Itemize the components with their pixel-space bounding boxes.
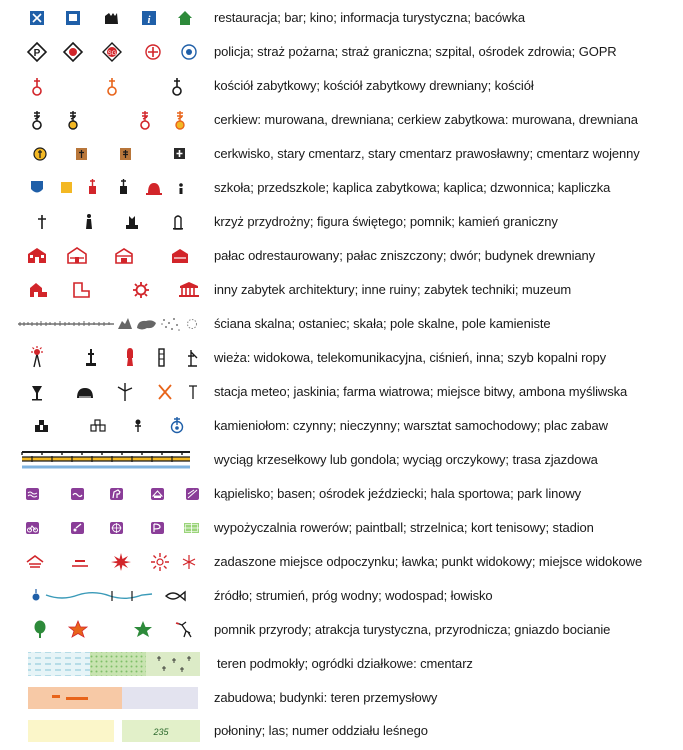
hunting-stand-icon (189, 386, 197, 399)
car-workshop-icon (135, 420, 141, 433)
fire-station-icon (64, 43, 82, 61)
legend-row (0, 207, 683, 237)
svg-text:P: P (33, 48, 41, 59)
legend-row-label: zabudowa; budynki: teren przemysłowy (214, 690, 438, 705)
legend-symbols (14, 37, 200, 67)
svg-text:SG: SG (107, 51, 117, 57)
legend-row (0, 615, 683, 645)
wind-farm-icon (118, 383, 132, 401)
ruined-palace-icon (68, 248, 86, 263)
historic-wooden-church-icon (108, 78, 116, 95)
bell-tower-icon (146, 183, 162, 195)
legend-row (0, 513, 683, 543)
bike-rental-icon (26, 522, 39, 534)
legend-row (0, 37, 683, 67)
legend-row (0, 479, 683, 509)
kindergarten-icon (61, 182, 72, 193)
legend-symbols (14, 479, 200, 509)
small-shrine-icon (179, 183, 183, 194)
legend-row (0, 173, 683, 203)
legend-row (0, 139, 683, 169)
legend-row (0, 71, 683, 101)
stadium-icon (184, 523, 199, 533)
cemetery-area-swatch (146, 652, 200, 676)
old-cemetery-icon (76, 148, 87, 160)
cave-icon (77, 388, 93, 398)
legend-row-label: inny zabytek architektury; inne ruiny; zabytek techniki; muzeum (214, 282, 572, 297)
legend-row (0, 445, 683, 475)
historic-orthodox-church-masonry-icon (141, 111, 149, 129)
stork-nest-icon (176, 622, 191, 637)
legend-row-label: pomnik przyrody; atrakcja turystyczna, przyrodnicza; gniazdo bocianie (214, 622, 611, 637)
bench-icon (72, 561, 88, 566)
legend-row (0, 649, 683, 679)
wetland-area-swatch (28, 652, 90, 676)
legend-row (0, 343, 683, 373)
legend-row-label: wieża: widokowa, telekomunikacyjna, ciśnień, inna; szyb kopalni ropy (214, 350, 607, 365)
wooden-building-icon (172, 249, 188, 263)
legend-row (0, 3, 683, 33)
legend-symbols (14, 3, 200, 33)
border-guard-icon (103, 43, 121, 61)
weather-station-icon (32, 386, 42, 401)
legend-symbols (14, 445, 200, 475)
manor-icon (116, 249, 132, 263)
legend-row (0, 547, 683, 577)
orthodox-church-wooden-icon (69, 111, 77, 129)
legend-row-label: kamieniołom: czynny; nieczynny; warsztat samochodowy; plac zabaw (214, 418, 608, 433)
legend-row (0, 241, 683, 271)
boundary-stone-icon (173, 216, 183, 230)
swimming-pool-icon (71, 488, 84, 500)
nature-attraction-icon (134, 621, 152, 637)
legend-row-label: wyciąg krzesełkowy lub gondola; wyciąg orczykowy; trasa zjazdowa (214, 452, 598, 467)
legend-symbols (14, 581, 200, 611)
fishery-icon (166, 592, 185, 600)
legend-row (0, 581, 683, 611)
battlefield-icon (159, 385, 171, 399)
observation-tower-icon (31, 346, 43, 367)
stream-line-icon (46, 591, 152, 601)
rock-outlier-icon (118, 318, 132, 329)
police-icon (28, 43, 46, 61)
museum-icon (179, 282, 199, 297)
scenic-spot-icon (151, 553, 169, 571)
restored-palace-icon (28, 248, 46, 263)
legend-row (0, 105, 683, 135)
built-up-area-swatch (28, 687, 122, 709)
legend-row-label: źródło; strumień, próg wodny; wodospad; łowisko (214, 588, 493, 603)
forest-unit-number: 235 (153, 727, 169, 737)
gopr-icon (182, 45, 196, 59)
historic-church-icon (33, 78, 41, 95)
scenic-spot-secondary-icon (183, 555, 195, 569)
legend-row (0, 377, 683, 407)
legend-symbols (14, 139, 200, 169)
war-cemetery-icon (174, 148, 185, 159)
mountain-meadow-swatch (28, 720, 114, 742)
historic-chapel-icon (89, 179, 96, 194)
rope-park-icon (186, 488, 199, 500)
shelter-icon (27, 556, 43, 567)
oil-well-icon (188, 350, 197, 366)
ruins-icon (74, 283, 89, 297)
legend-row-label: ściana skalna; ostaniec; skała; pole skalne, pole kamieniste (214, 316, 551, 331)
bar-icon (66, 11, 80, 25)
old-orthodox-cemetery-icon (120, 148, 131, 160)
rock-field-icon (161, 318, 196, 331)
legend-symbols (14, 275, 200, 305)
legend-symbols (14, 615, 200, 645)
legend-row-label: stacja meteo; jaskinia; farma wiatrowa; miejsce bitwy, ambona myśliwska (214, 384, 628, 399)
technical-monument-icon (133, 282, 149, 298)
legend-row-label: restauracja; bar; kino; informacja turystyczna; bacówka (214, 10, 525, 25)
saint-statue-icon (86, 214, 92, 229)
legend-symbols (14, 105, 200, 135)
legend-row-label: krzyż przydrożny; figura świętego; pomnik; kamień graniczny (214, 214, 558, 229)
allotments-area-swatch (90, 652, 146, 676)
legend-symbols (14, 649, 200, 679)
riding-center-icon (110, 488, 123, 500)
legend-row-label: kościół zabytkowy; kościół zabytkowy drewniany; kościół (214, 78, 534, 93)
water-tower-icon (127, 348, 133, 366)
hospital-icon (146, 45, 160, 59)
legend-symbols (14, 377, 200, 407)
legend-row (0, 716, 683, 746)
rock-wall-icon (18, 321, 114, 326)
playground-icon (172, 417, 183, 433)
legend-row (0, 275, 683, 305)
legend-symbols (14, 207, 200, 237)
legend-row-label: wypożyczalnia rowerów; paintball; strzelnica; kort tenisowy; stadion (214, 520, 594, 535)
ski-lift-line-icon (22, 456, 190, 462)
legend-row-label: zadaszone miejsce odpoczynku; ławka; punkt widokowy; miejsce widokowe (214, 554, 643, 569)
legend-row-label: szkoła; przedszkole; kaplica zabytkowa; kaplica; dzwonnica; kapliczka (214, 180, 611, 195)
legend-symbols (14, 343, 200, 373)
legend-row (0, 683, 683, 713)
monument-icon (126, 216, 138, 229)
architecture-monument-icon (30, 283, 47, 297)
spring-icon (33, 589, 40, 601)
legend-symbols (14, 309, 200, 339)
church-icon (173, 78, 181, 95)
legend-row-label: policja; straż pożarna; straż graniczna; szpital, ośrodek zdrowia; GOPR (214, 44, 617, 59)
industrial-area-swatch (122, 687, 198, 709)
svg-text:i: i (147, 14, 151, 26)
legend-row-label: kąpielisko; basen; ośrodek jeździecki; hala sportowa; park linowy (214, 486, 582, 501)
sports-hall-icon (151, 488, 164, 500)
restaurant-icon (30, 11, 44, 25)
tourist-attraction-icon (69, 621, 87, 637)
wayside-cross-icon (38, 215, 46, 229)
paintball-icon (71, 522, 84, 534)
historic-orthodox-church-wooden-icon (176, 111, 184, 129)
legend-symbols (14, 683, 200, 713)
viewpoint-icon (111, 553, 131, 571)
legend-symbols (14, 513, 200, 543)
bathing-area-icon (26, 488, 39, 500)
legend-symbols (14, 241, 200, 271)
tourist-info-icon (142, 11, 156, 26)
chapel-icon (120, 179, 127, 194)
legend-row-label: połoniny; las; numer oddziału leśnego (214, 723, 428, 738)
rock-icon (137, 320, 156, 329)
school-icon (31, 181, 43, 193)
legend-row-label: cerkiew: murowana, drewniana; cerkiew zabytkowa: murowana, drewniana (214, 112, 638, 127)
legend-symbols (14, 716, 200, 746)
telecom-tower-icon (86, 349, 96, 366)
orthodox-church-masonry-icon (33, 111, 41, 129)
cinema-icon (105, 13, 118, 24)
legend-row (0, 309, 683, 339)
active-quarry-icon (35, 420, 48, 432)
mountain-hut-icon (178, 11, 192, 25)
chairlift-line-icon (22, 452, 190, 455)
shooting-range-icon (110, 522, 123, 534)
legend-row-label: teren podmokły; ogródki działkowe: cmentarz (217, 656, 473, 671)
tennis-court-icon (151, 522, 164, 534)
legend-row-label: cerkwisko, stary cmentarz, stary cmentarz prawosławny; cmentarz wojenny (214, 146, 640, 161)
legend-symbols (14, 173, 200, 203)
legend-row (0, 411, 683, 441)
inactive-quarry-icon (91, 420, 105, 431)
former-church-site-icon (34, 148, 46, 160)
legend-symbols (14, 71, 200, 101)
nature-monument-icon (35, 621, 46, 639)
legend-symbols (14, 547, 200, 577)
legend-symbols (14, 411, 200, 441)
legend-row-label: pałac odrestaurowany; pałac zniszczony; dwór; budynek drewniany (214, 248, 596, 263)
other-tower-icon (159, 349, 164, 366)
